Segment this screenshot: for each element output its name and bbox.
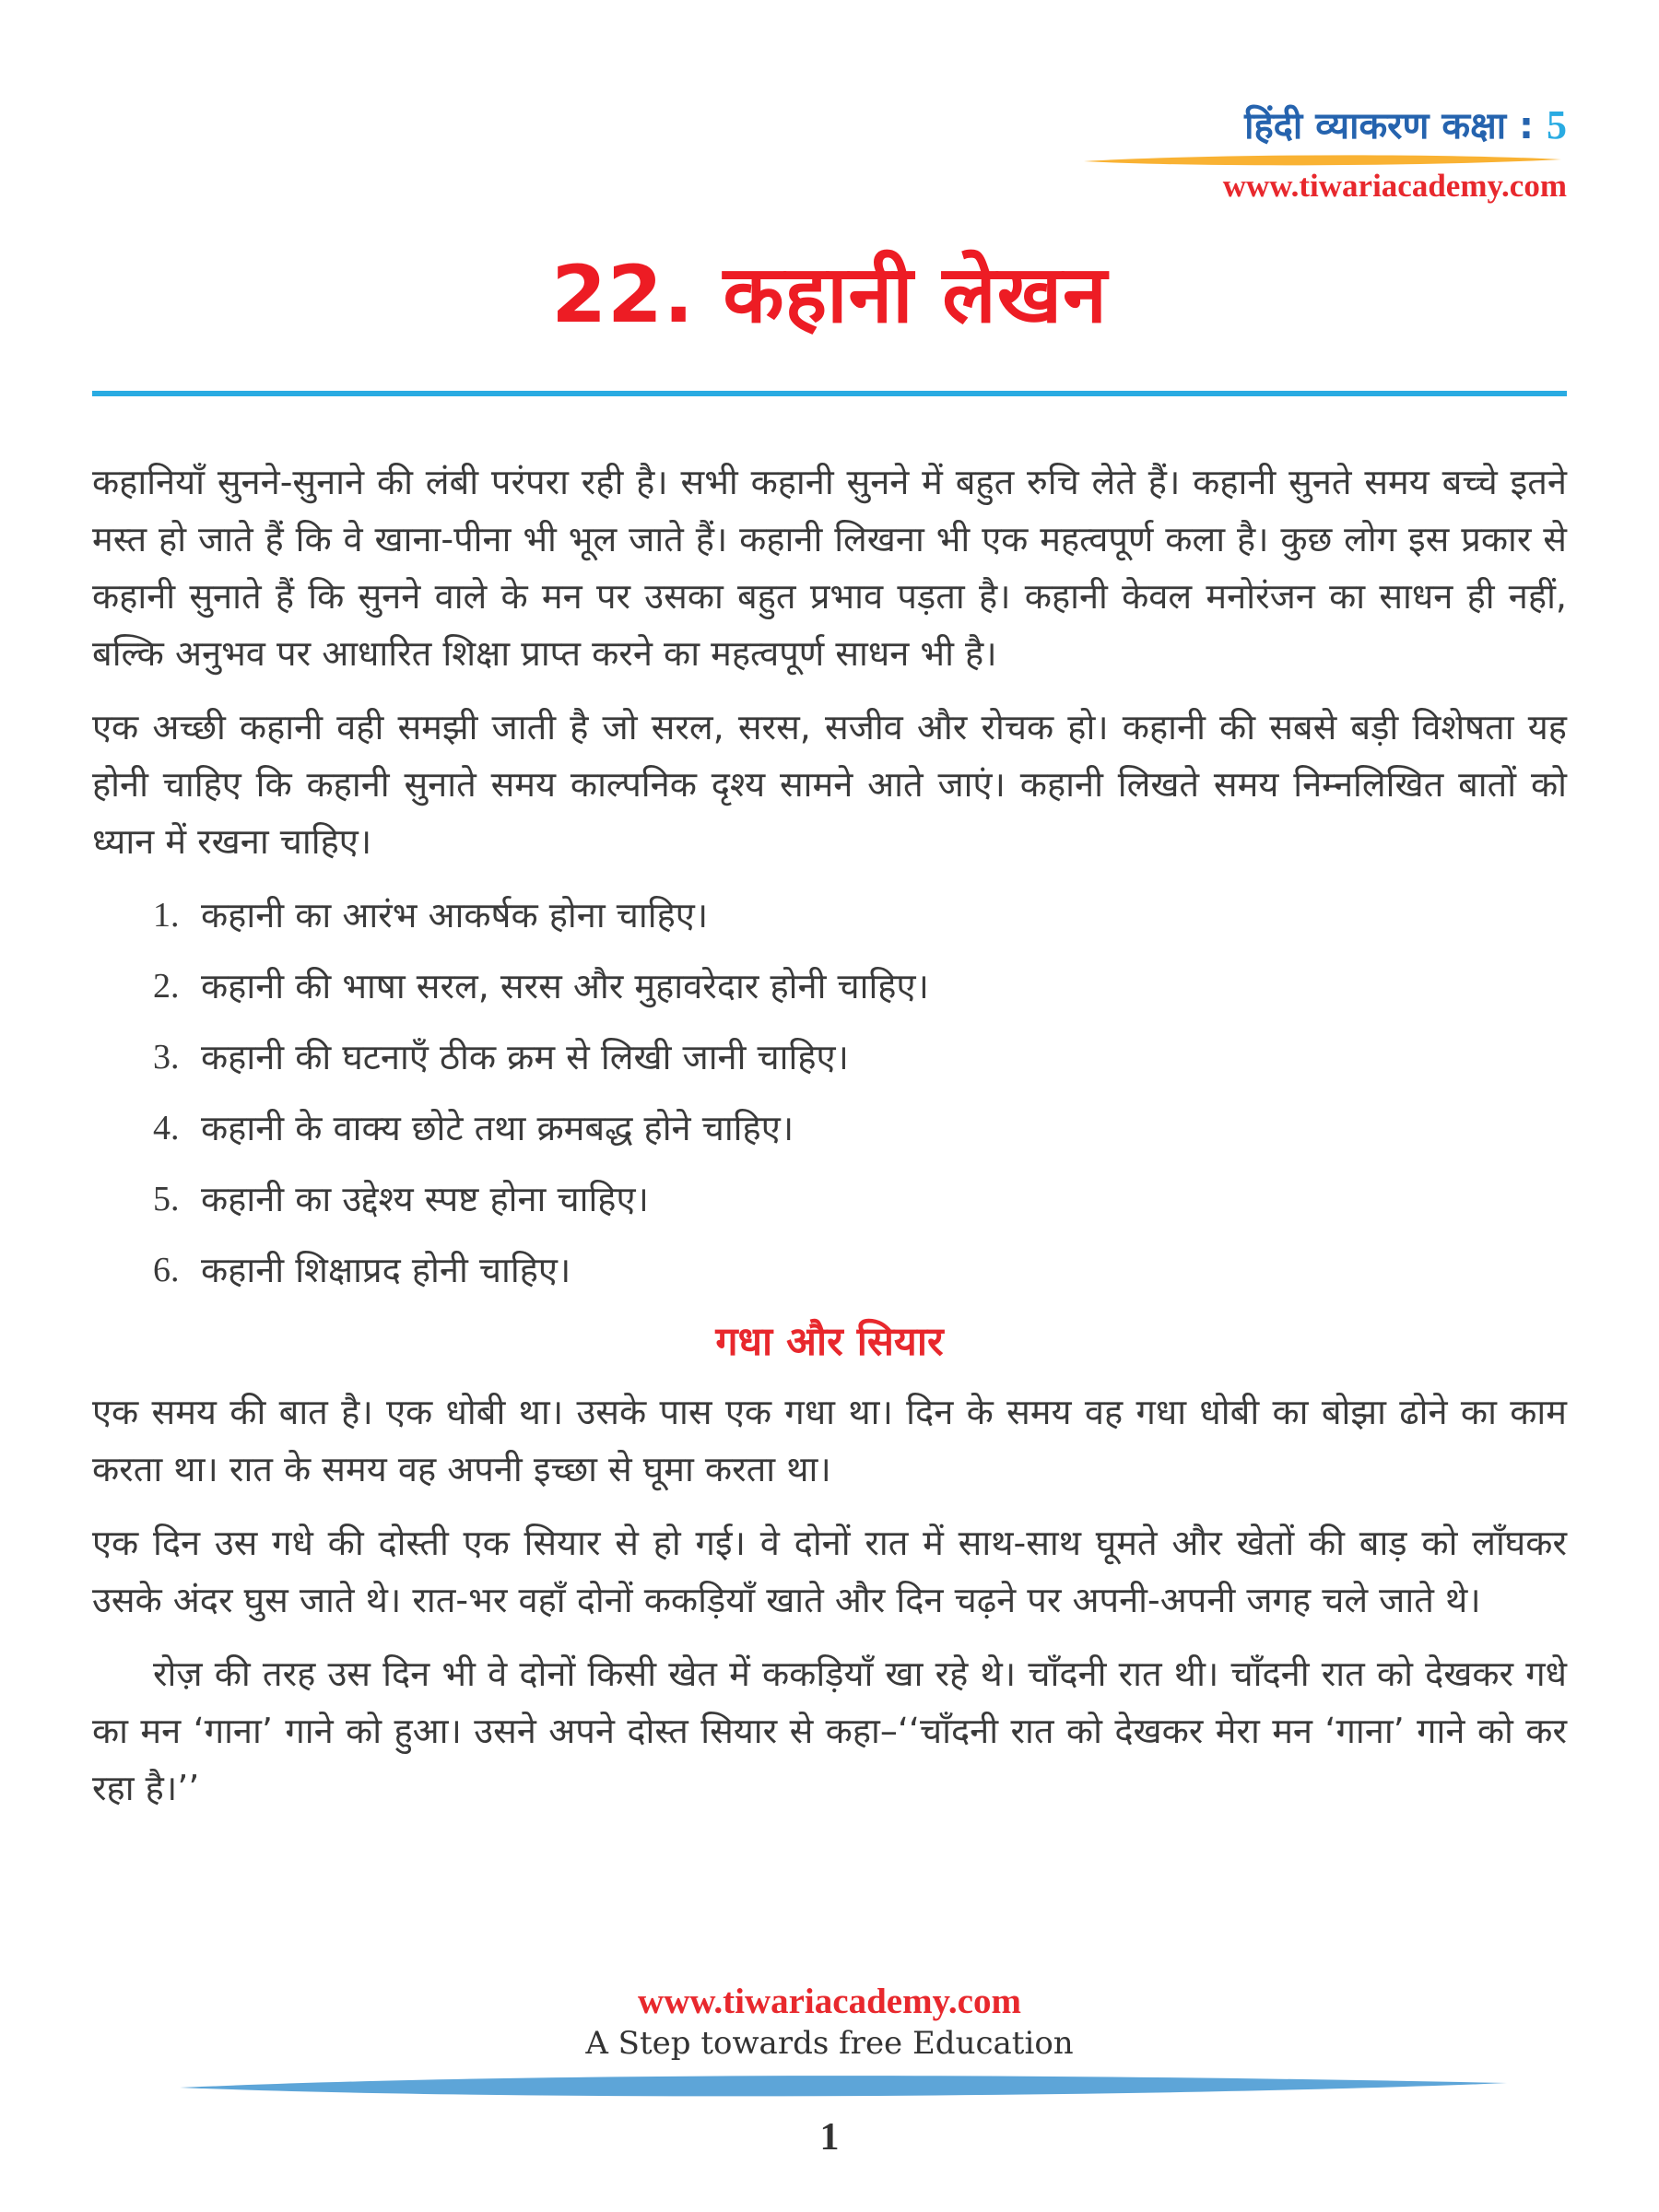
title-underline-rule xyxy=(92,391,1567,396)
story-paragraph-1: एक समय की बात है। एक धोबी था। उसके पास एक गधा था। दिन के समय वह गधा धोबी का बोझा ढोने का काम करता था। रात के समय वह अपनी इच्छा से घूमा करता था। xyxy=(92,1392,1567,1489)
course-title xyxy=(1078,101,1567,150)
blue-swoosh-divider xyxy=(92,2073,1567,2100)
story-paragraph-2: एक दिन उस गधे की दोस्ती एक सियार से हो गई। वे दोनों रात में साथ-साथ घूमते और खेतों की बाड़ को लाँघकर उसके अंदर घुस जाते थे। रात-भर वहाँ दोनों ककड़ियाँ खाते और दिन चढ़ने पर अपनी-अपनी जगह चले जाते थे। xyxy=(92,1523,1567,1620)
header-website-link[interactable]: www.tiwariacademy.com xyxy=(1222,167,1567,204)
list-item xyxy=(153,1029,1567,1086)
document-body xyxy=(92,453,1567,1833)
list-item-text: कहानी का उद्देश्य स्पष्ट होना चाहिए। xyxy=(201,1179,649,1219)
class-number: 5 xyxy=(1547,102,1567,147)
list-item-number: 6. xyxy=(153,1251,180,1289)
page-number: 1 xyxy=(819,2116,840,2159)
intro-paragraph-1: कहानियाँ सुनने-सुनाने की लंबी परंपरा रही है। सभी कहानी सुनने में बहुत रुचि लेते हैं। कहानी सुनते समय बच्चे इतने मस्त हो जाते हैं कि वे खाना-पीना भी भूल जाते हैं। कहानी लिखना भी एक महत्वपूर्ण कला है। कुछ लोग इस प्रकार से कहानी सुनाते हैं कि सुनने वाले के मन पर उसका बहुत प्रभाव पड़ता है। कहानी केवल मनोरंजन का साधन ही नहीं, बल्कि अनुभव पर आधारित शिक्षा प्राप्त करने का महत्वपूर्ण साधन भी है। xyxy=(92,462,1567,674)
list-item-number: 5. xyxy=(153,1180,180,1218)
list-item xyxy=(153,1241,1567,1299)
list-item xyxy=(153,1100,1567,1157)
orange-swoosh-divider xyxy=(1078,154,1567,167)
story-heading: गधा और सियार xyxy=(715,1319,944,1365)
list-item-number: 3. xyxy=(153,1038,180,1077)
list-item xyxy=(153,1171,1567,1228)
intro-paragraph-2: एक अच्छी कहानी वही समझी जाती है जो सरल, सरस, सजीव और रोचक हो। कहानी की सबसे बड़ी विशेषता यह होनी चाहिए कि कहानी सुनाते समय काल्पनिक दृश्य सामने आते जाएं। कहानी लिखते समय निम्नलिखित बातों को ध्यान में रखना चाहिए। xyxy=(92,707,1567,862)
list-item-text: कहानी की भाषा सरल, सरस और मुहावरेदार होनी चाहिए। xyxy=(201,966,929,1006)
story-guidelines-list xyxy=(92,887,1567,1299)
list-item-text: कहानी का आरंभ आकर्षक होना चाहिए। xyxy=(201,895,709,935)
list-item xyxy=(153,958,1567,1015)
page-header xyxy=(1078,101,1567,204)
list-item-number: 4. xyxy=(153,1109,180,1147)
list-item-text: कहानी के वाक्य छोटे तथा क्रमबद्ध होने चाहिए। xyxy=(201,1108,794,1148)
page-footer xyxy=(92,1982,1567,2159)
list-item-number: 2. xyxy=(153,967,180,1006)
course-label: हिंदी व्याकरण कक्षा : xyxy=(1244,105,1535,147)
page-title: 22. कहानी लेखन xyxy=(551,249,1108,341)
story-paragraph-3: रोज़ की तरह उस दिन भी वे दोनों किसी खेत में ककड़ियाँ खा रहे थे। चाँदनी रात थी। चाँदनी रात को देखकर गधे का मन ‘गाना’ गाने को हुआ। उसने अपने दोस्त सियार से कहा–‘‘चाँदनी रात को देखकर मेरा मन ‘गाना’ गाने को कर रहा है।’’ xyxy=(92,1653,1567,1808)
list-item-text: कहानी की घटनाएँ ठीक क्रम से लिखी जानी चाहिए। xyxy=(201,1037,849,1077)
footer-tagline: A Step towards free Education xyxy=(585,2024,1074,2062)
list-item-number: 1. xyxy=(153,896,180,935)
list-item xyxy=(153,887,1567,944)
footer-website-link[interactable]: www.tiwariacademy.com xyxy=(638,1982,1021,2021)
list-item-text: कहानी शिक्षाप्रद होनी चाहिए। xyxy=(201,1250,571,1290)
